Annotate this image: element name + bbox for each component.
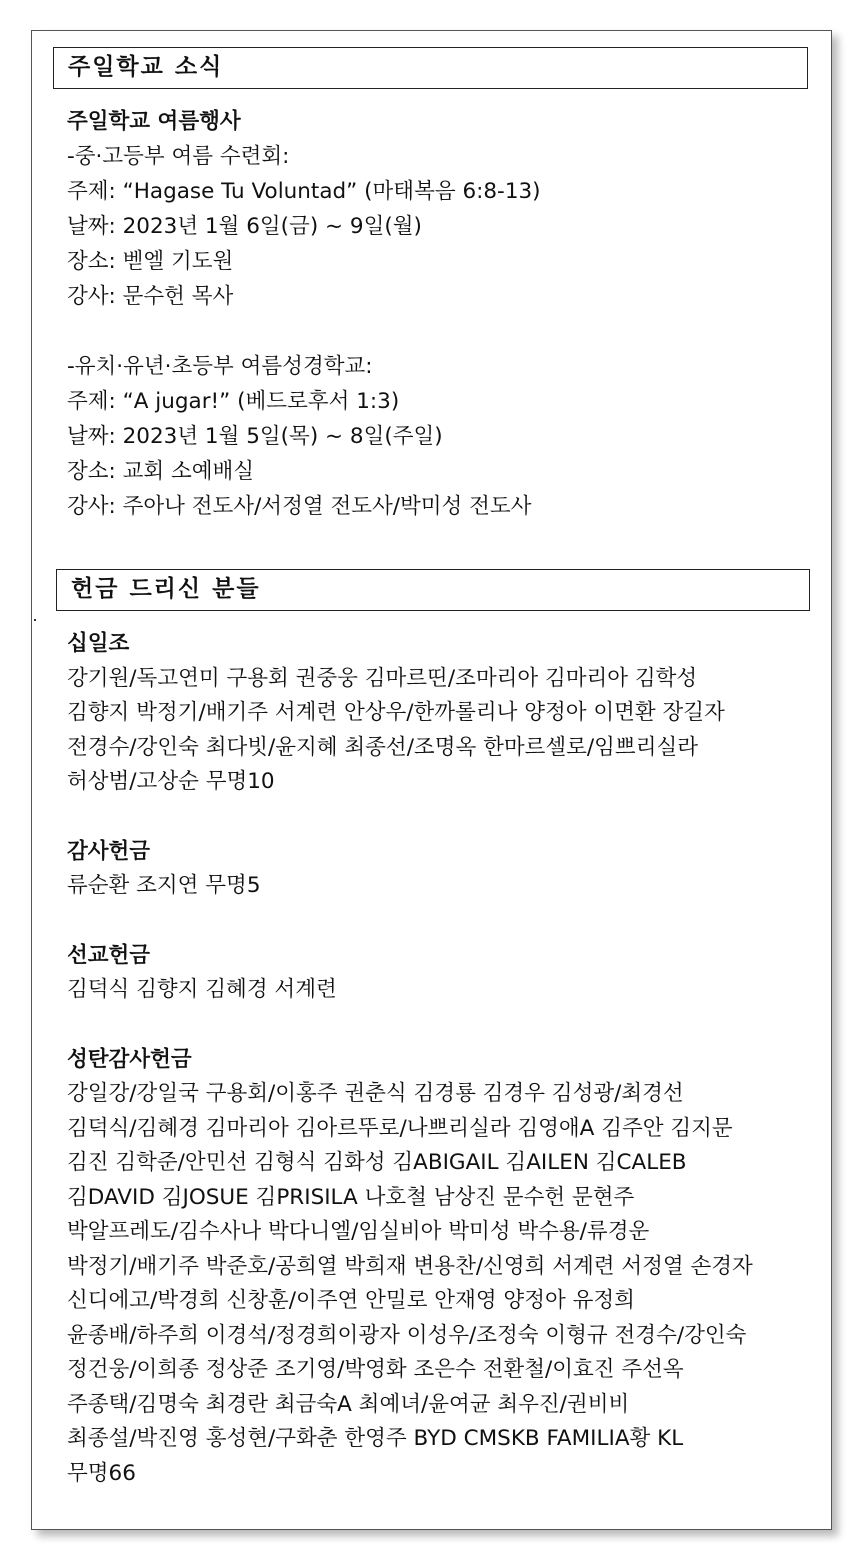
christmas-line: 박정기/배기주 박준호/공희열 박희재 변용찬/신영희 서계련 서정열 손경자 [67,1253,753,1279]
christmas-title: 성탄감사헌금 [67,1046,192,1072]
christmas-line: 강일강/강일국 구용회/이홍주 권춘식 김경룡 김경우 김성광/최경선 [67,1081,684,1106]
youth-retreat-title: -중·고등부 여름 수련회: [67,144,290,169]
tithe-title: 십일조 [67,631,130,656]
christmas-line: 김진 김학준/안민선 김형식 김화성 김ABIGAIL 김AILEN 김CALEB [67,1150,687,1175]
vbs-place: 장소: 교회 소예배실 [67,459,255,484]
vbs-speaker: 강사: 주아나 전도사/서정열 전도사/박미성 전도사 [67,494,532,519]
youth-retreat-theme: 주제: “Hagase Tu Voluntad” (마태복음 6:8-13) [67,179,541,204]
christmas-line: 김DAVID 김JOSUE 김PRISILA 나호철 남상진 문수헌 문현주 [67,1184,635,1210]
spacer [67,800,753,835]
offerings-section [67,627,753,1491]
tithe-line: 김향지 박정기/배기주 서계련 안상우/한까롤리나 양정아 이면환 장길자 [67,700,725,725]
christmas-line: 신디에고/박경희 신창훈/이주연 안밀로 안재영 양정아 유정희 [67,1288,635,1313]
youth-retreat-speaker: 강사: 문수헌 목사 [67,284,234,309]
spacer [67,904,753,939]
youth-retreat-place: 장소: 벧엘 기도원 [67,249,234,274]
christmas-line: 박알프레도/김수사나 박다니엘/임실비아 박미성 박수용/류경운 [67,1219,650,1244]
christmas-line: 최종설/박진영 홍성현/구화춘 한영주 BYD CMSKB FAMILIA황 KL [67,1426,684,1451]
youth-retreat-date: 날짜: 2023년 1월 6일(금) ~ 9일(월) [67,214,422,239]
tithe-line: 강기원/독고연미 구용회 권중웅 김마르띤/조마리아 김마리아 김학성 [67,665,698,691]
vbs-title: -유치·유년·초등부 여름성경학교: [67,354,373,379]
thanksgiving-title: 감사헌금 [67,838,151,864]
christmas-line: 김덕식/김혜경 김마리아 김아르뚜로/나쁘리실라 김영애A 김주안 김지문 [67,1115,733,1141]
spacer [67,1008,753,1043]
sunday-school-section [67,104,541,524]
christmas-line: 주종택/김명숙 최경란 최금숙A 최예녀/윤여균 최우진/권비비 [67,1391,630,1417]
bulletin-frame [31,30,832,1530]
thanksgiving-line: 류순환 조지연 무명5 [67,873,261,898]
vbs-theme: 주제: “A jugar!” (베드로후서 1:3) [67,389,400,414]
mission-line: 김덕식 김향지 김혜경 서계련 [67,977,337,1002]
tithe-line: 전경수/강인숙 최다빗/윤지혜 최종선/조명옥 한마르셀로/임쁘리실라 [67,734,699,760]
christmas-line: 무명66 [67,1460,136,1486]
sunday-school-heading: 주일학교 소식 [53,47,808,89]
tithe-line: 허상범/고상순 무명10 [67,769,275,794]
offerings-heading: 헌금 드리신 분들 [56,569,810,611]
christmas-line: 정건웅/이희종 정상준 조기영/박영화 조은수 전환철/이효진 주선옥 [67,1357,684,1382]
spacer [67,314,541,349]
scan-mark [34,619,36,621]
christmas-line: 윤종배/하주희 이경석/정경희이광자 이성우/조정숙 이형규 전경수/강인숙 [67,1322,747,1348]
mission-title: 선교헌금 [67,942,151,968]
vbs-date: 날짜: 2023년 1월 5일(목) ~ 8일(주일) [67,424,443,449]
summer-events-subtitle: 주일학교 여름행사 [67,109,241,134]
